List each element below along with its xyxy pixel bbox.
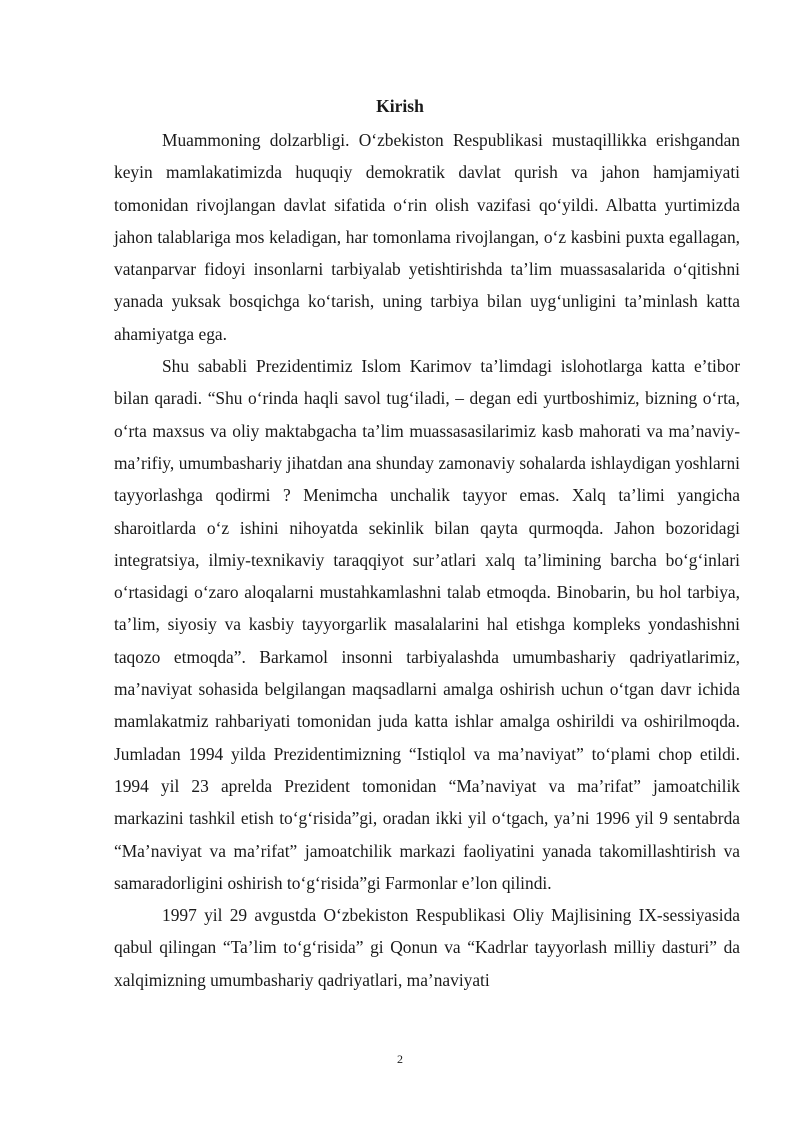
body-text bbox=[114, 124, 740, 996]
paragraph-1: Muammoning dolzarbligi. O‘zbekiston Respublikasi mustaqillikka erishgandan keyin mamlakatimizda huquqiy demokratik davlat qurish va jahon hamjamiyati tomonidan rivojlangan davlat sifatida o‘rin olish vazifasi qo‘yildi. Albatta yurtimizda jahon talablariga mos keladigan, har tomonlama rivojlangan, o‘z kasbini puxta egallagan, vatanparvar fidoyi insonlarni tarbiyalab yetishtirishda ta’lim muassasalarida o‘qitishni yanada yuksak bosqichga ko‘tarish, uning tarbiya bilan uyg‘unligini ta’minlash katta ahamiyatga ega. bbox=[114, 130, 740, 344]
page-number: 2 bbox=[397, 1052, 403, 1066]
section-title: Kirish bbox=[376, 96, 424, 116]
paragraph-3: 1997 yil 29 avgustda O‘zbekiston Respublikasi Oliy Majlisining IX-sessiyasida qabul qilingan “Ta’lim to‘g‘risida” gi Qonun va “Kadrlar tayyorlash milliy dasturi” da xalqimizning umumbashariy qadriyatlari, ma’naviyati bbox=[114, 905, 740, 990]
paragraph-2: Shu sababli Prezidentimiz Islom Karimov ta’limdagi islohotlarga katta e’tibor bilan qaradi. “Shu o‘rinda haqli savol tug‘iladi, – degan edi yurtboshimiz, bizning o‘rta, o‘rta maxsus va oliy maktabgacha ta’lim muassasasilarimiz kasb mahorati va ma’naviy-ma’rifiy, umumbashariy jihatdan ana shunday zamonaviy sohalarda ishlaydigan yoshlarni tayyorlashga qodirmi ? Menimcha unchalik tayyor emas. Xalq ta’limi yangicha sharoitlarda o‘z ishini nihoyatda sekinlik bilan qayta qurmoqda. Jahon bozoridagi integratsiya, ilmiy-texnikaviy taraqqiyot sur’atlari xalq ta’limining barcha bo‘g‘inlari o‘rtasidagi o‘zaro aloqalarni mustahkamlashni talab etmoqda. Binobarin, bu hol tarbiya, ta’lim, siyosiy va kasbiy tayyorgarlik masalalarini hal etishga kompleks yondashishni taqozo etmoqda”. Barkamol insonni tarbiyalashda umumbashariy qadriyatlarimiz, ma’naviyat sohasida belgilangan maqsadlarni amalga oshirish uchun o‘tgan davr ichida mamlakatmiz rahbariyati tomonidan juda katta ishlar amalga oshirildi va oshirilmoqda. Jumladan 1994 yilda Prezidentimizning “Istiqlol va ma’naviyat” to‘plami chop etildi. 1994 yil 23 aprelda Prezident tomonidan “Ma’naviyat va ma’rifat” jamoatchilik markazini tashkil etish to‘g‘risida”gi, oradan ikki yil o‘tgach, ya’ni 1996 yil 9 sentabrda “Ma’naviyat va ma’rifat” jamoatchilik markazi faoliyatini yanada takomillashtirish va samaradorligini oshirish to‘g‘risida”gi Farmonlar e’lon qilindi. bbox=[114, 356, 740, 893]
